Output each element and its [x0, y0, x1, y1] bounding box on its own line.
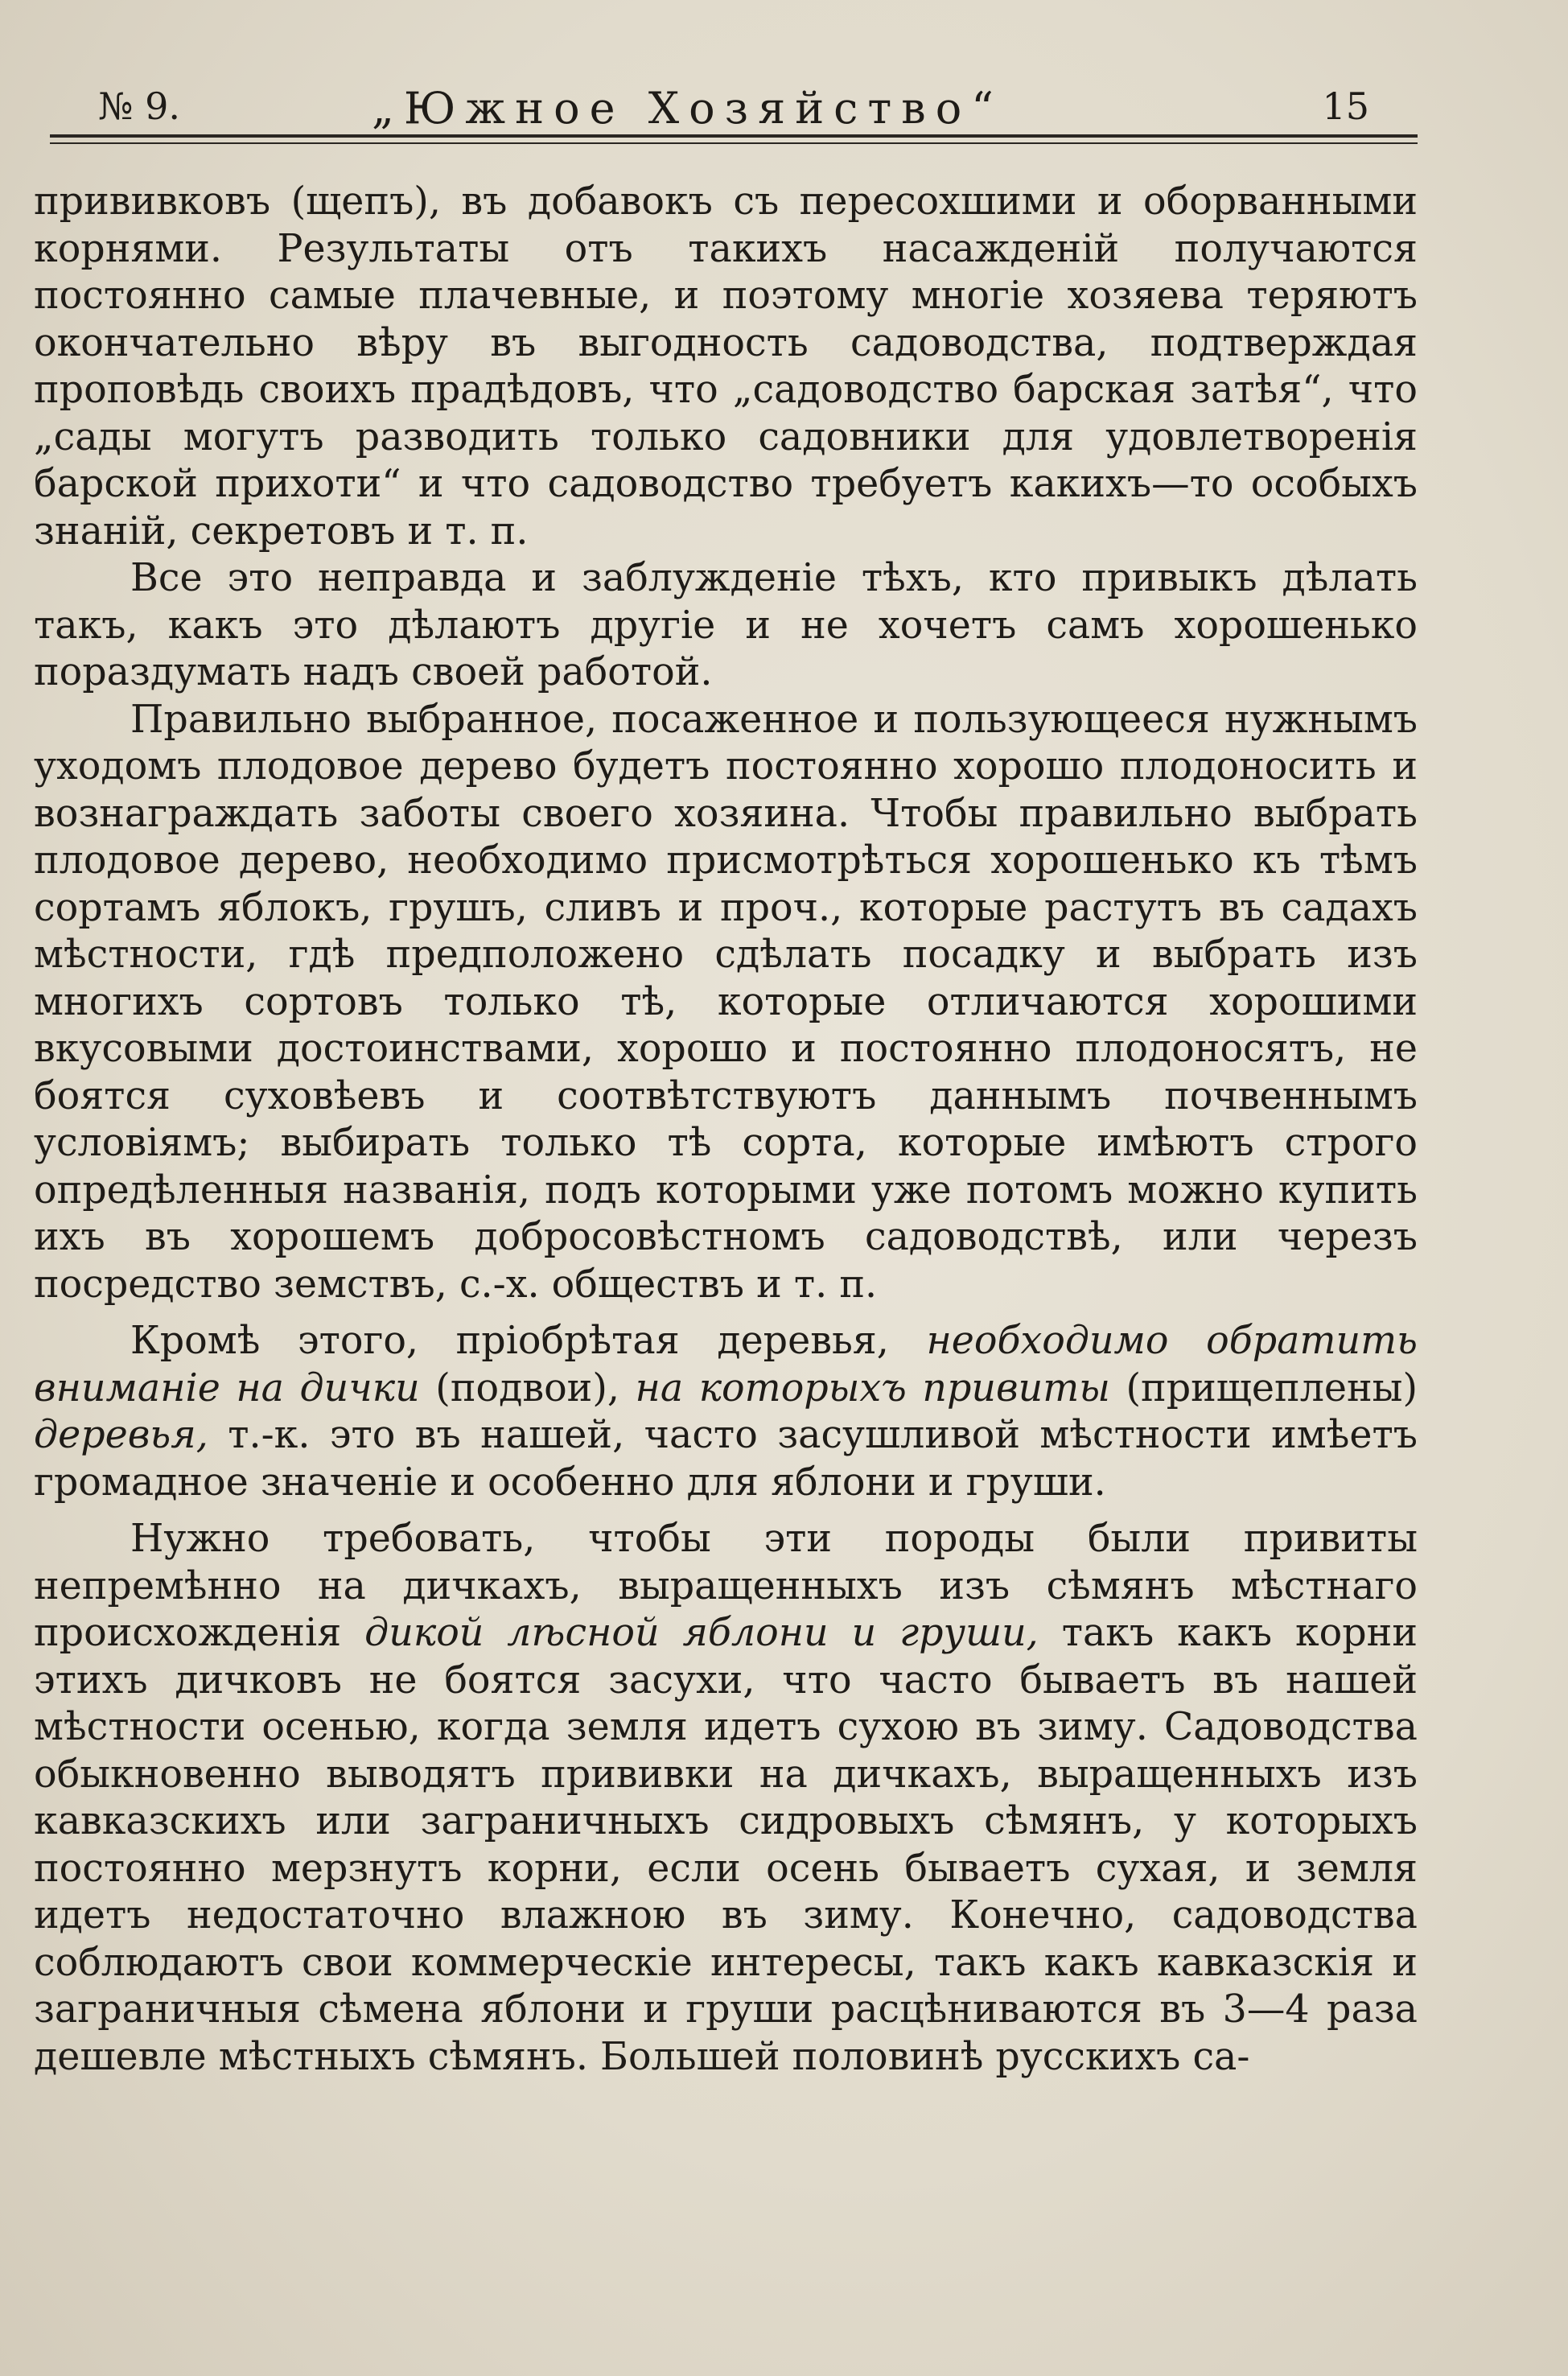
journal-title: „Южное Хозяйство“ [372, 83, 1003, 134]
paragraph-text: (подвои), [419, 1365, 636, 1410]
issue-number: № 9. [98, 84, 181, 128]
emphasized-text: дикой лѣсной яблони и груши, [364, 1611, 1039, 1655]
page-number: 15 [1322, 84, 1369, 128]
paragraph [34, 555, 1418, 697]
emphasized-text: деревья, [34, 1413, 208, 1457]
paragraph [34, 179, 1418, 555]
paragraph-text: т.-к. это въ нашей, часто засушливой мѣстности имѣетъ громадное значеніе и особенно для яблони и груши. [34, 1413, 1418, 1505]
paragraph-text: (прищеплены) [1109, 1365, 1418, 1410]
header-rule-thick [50, 134, 1418, 138]
header-rule-thin [50, 142, 1418, 144]
running-header [50, 76, 1418, 141]
paragraph-text: прививковъ (щепъ), въ добавокъ съ пересохшими и оборванными корнями. Результаты отъ такихъ насажденій получаются постоянно самые плачевные, и поэтому многіе хозяева теряютъ окончательно вѣру въ выгодность садоводства, подтверждая проповѣдь своихъ прадѣдовъ, что „садоводство барская затѣя“, что „сады могутъ разводить только садовники для удовлетворенія барской прихоти“ и что садоводство требуетъ какихъ—то особыхъ знаній, секретовъ и т. п. [34, 179, 1418, 554]
emphasized-text: необходимо обратить вниманіе на дички [34, 1319, 1418, 1410]
paragraph-text: Кромѣ этого, пріобрѣтая деревья, [130, 1319, 927, 1363]
paragraph-text: Нужно требовать, чтобы эти породы были привиты непремѣнно на дичкахъ, выращенныхъ изъ сѣмянъ мѣстнаго происхожденія [34, 1517, 1418, 1655]
paragraph-text: Все это неправда и заблужденіе тѣхъ, кто привыкъ дѣлать такъ, какъ это дѣлаютъ другіе и не хочетъ самъ хорошенько пораздумать надъ своей работой. [34, 556, 1418, 694]
paragraph [34, 697, 1418, 1309]
emphasized-text: на которыхъ привиты [635, 1365, 1110, 1410]
paragraph [34, 1516, 1418, 2081]
paragraph-text: такъ какъ корни этихъ дичковъ не боятся засухи, что часто бываетъ въ нашей мѣстности осенью, когда земля идетъ сухою въ зиму. Садоводства обыкновенно выводятъ прививки на дичкахъ, выращенныхъ изъ кавказскихъ или заграничныхъ сидровыхъ сѣмянъ, у которыхъ постоянно мерзнутъ корни, если осень бываетъ сухая, и земля идетъ недостаточно влажною въ зиму. Конечно, садоводства соблюдаютъ свои коммерческіе интересы, такъ какъ кавказскія и заграничныя сѣмена яблони и груши расцѣниваются въ 3—4 раза дешевле мѣстныхъ сѣмянъ. Большей половинѣ русскихъ са- [34, 1611, 1418, 2079]
paragraph-text: Правильно выбранное, посаженное и пользующееся нужнымъ уходомъ плодовое дерево будетъ постоянно хорошо плодоносить и вознаграждать заботы своего хозяина. Чтобы правильно выбрать плодовое дерево, необходимо присмотрѣться хорошенько къ тѣмъ сортамъ яблокъ, грушъ, сливъ и проч., которые растутъ въ садахъ мѣстности, гдѣ предположено сдѣлать посадку и выбрать изъ многихъ сортовъ только тѣ, которые отличаются хорошими вкусовыми достоинствами, хорошо и постоянно плодоносятъ, не боятся суховѣевъ и соотвѣтствуютъ даннымъ почвеннымъ условіямъ; выбирать только тѣ сорта, которые имѣютъ строго опредѣленныя названія, подъ которыми уже потомъ можно купить ихъ въ хорошемъ добросовѣстномъ садоводствѣ, или черезъ посредство земствъ, с.-х. обществъ и т. п. [34, 697, 1418, 1307]
article-body [34, 179, 1418, 2081]
paragraph [34, 1318, 1418, 1506]
